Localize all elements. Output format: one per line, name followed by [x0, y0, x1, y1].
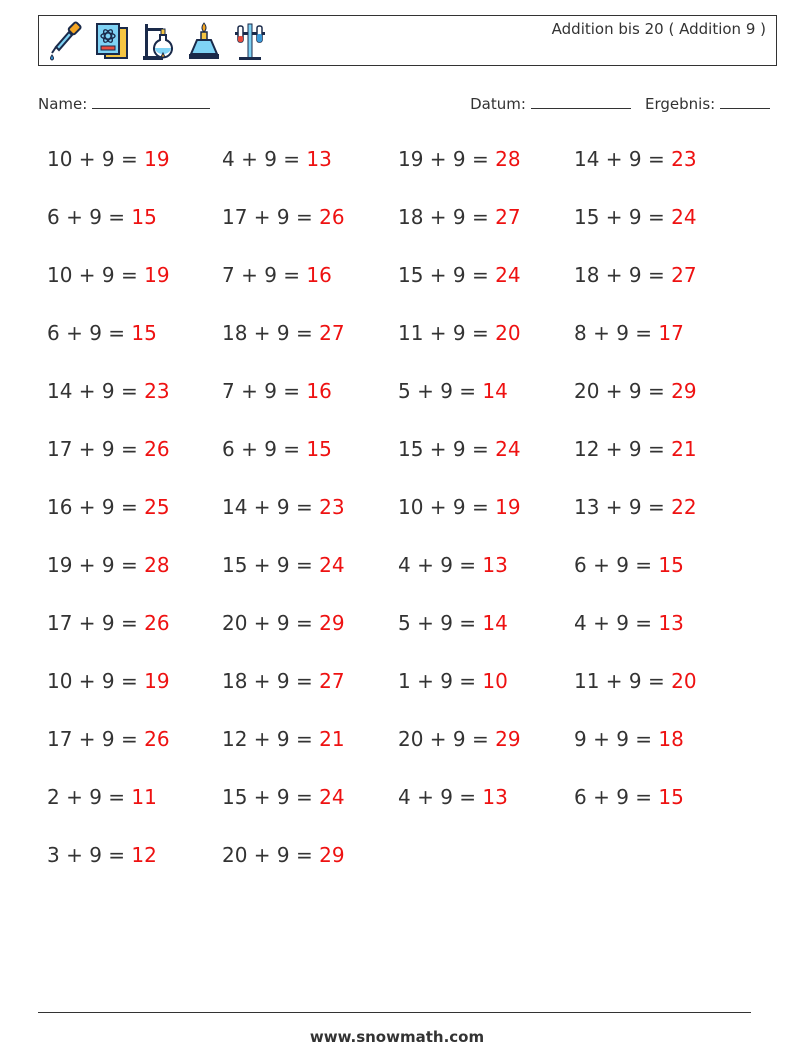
- problem-item: [47, 437, 170, 461]
- problem-question: 15 + 9 =: [398, 437, 489, 461]
- problem-answer: 24: [495, 437, 521, 461]
- problem-item: [47, 669, 170, 693]
- problem-answer: 28: [144, 553, 170, 577]
- problem-question: 6 + 9 =: [574, 785, 653, 809]
- problem-item: [47, 843, 157, 867]
- problem-item: [574, 611, 684, 635]
- problem-answer: 25: [144, 495, 170, 519]
- problem-answer: 19: [144, 147, 170, 171]
- problem-answer: 24: [671, 205, 697, 229]
- problem-item: [47, 263, 170, 287]
- science-book-icon: [93, 20, 131, 62]
- name-field: [38, 94, 210, 113]
- problem-question: 15 + 9 =: [398, 263, 489, 287]
- problem-answer: 29: [319, 611, 345, 635]
- problem-item: [47, 321, 157, 345]
- problem-item: [398, 611, 508, 635]
- date-score-fields: [470, 94, 770, 113]
- problem-question: 12 + 9 =: [574, 437, 665, 461]
- problem-item: [398, 437, 521, 461]
- problem-answer: 27: [319, 669, 345, 693]
- problem-item: [47, 553, 170, 577]
- problem-answer: 27: [495, 205, 521, 229]
- problem-item: [574, 147, 697, 171]
- problem-item: [574, 321, 684, 345]
- problem-question: 10 + 9 =: [47, 669, 138, 693]
- problem-item: [574, 263, 697, 287]
- problem-answer: 27: [319, 321, 345, 345]
- problem-question: 6 + 9 =: [47, 321, 126, 345]
- problem-item: [222, 321, 345, 345]
- problem-question: 3 + 9 =: [47, 843, 126, 867]
- problem-item: [47, 379, 170, 403]
- problem-answer: 15: [131, 205, 157, 229]
- problem-answer: 27: [671, 263, 697, 287]
- problem-item: [398, 379, 508, 403]
- problem-item: [222, 147, 332, 171]
- score-label: Ergebnis:: [645, 95, 716, 113]
- problem-item: [222, 669, 345, 693]
- problem-question: 6 + 9 =: [47, 205, 126, 229]
- problem-question: 5 + 9 =: [398, 379, 477, 403]
- problem-answer: 15: [131, 321, 157, 345]
- problem-question: 17 + 9 =: [222, 205, 313, 229]
- footer-divider: [38, 1012, 751, 1013]
- problem-answer: 29: [671, 379, 697, 403]
- problem-answer: 12: [131, 843, 157, 867]
- problem-item: [222, 263, 332, 287]
- bunsen-burner-icon: [185, 20, 223, 62]
- problem-question: 4 + 9 =: [222, 147, 301, 171]
- name-label: Name:: [38, 95, 88, 113]
- problem-question: 2 + 9 =: [47, 785, 126, 809]
- date-blank[interactable]: [531, 94, 631, 109]
- problem-item: [574, 379, 697, 403]
- problem-question: 20 + 9 =: [574, 379, 665, 403]
- ring-stand-flask-icon: [139, 20, 177, 62]
- problem-answer: 28: [495, 147, 521, 171]
- problem-item: [398, 205, 521, 229]
- problem-answer: 13: [482, 785, 508, 809]
- problem-question: 17 + 9 =: [47, 727, 138, 751]
- problem-answer: 17: [658, 321, 684, 345]
- problem-answer: 24: [319, 553, 345, 577]
- problem-question: 11 + 9 =: [574, 669, 665, 693]
- problem-answer: 14: [482, 379, 508, 403]
- worksheet-title: Addition bis 20 ( Addition 9 ): [551, 20, 766, 38]
- problem-item: [398, 147, 521, 171]
- problem-question: 4 + 9 =: [398, 553, 477, 577]
- problem-question: 18 + 9 =: [222, 321, 313, 345]
- problem-question: 17 + 9 =: [47, 437, 138, 461]
- problem-item: [398, 553, 508, 577]
- problem-question: 16 + 9 =: [47, 495, 138, 519]
- problem-item: [398, 785, 508, 809]
- problem-item: [222, 205, 345, 229]
- problem-item: [222, 379, 332, 403]
- problem-answer: 13: [306, 147, 332, 171]
- problem-answer: 19: [144, 669, 170, 693]
- problem-item: [222, 437, 332, 461]
- problem-question: 4 + 9 =: [574, 611, 653, 635]
- problem-answer: 11: [131, 785, 157, 809]
- problem-question: 14 + 9 =: [222, 495, 313, 519]
- problem-question: 15 + 9 =: [574, 205, 665, 229]
- problem-item: [398, 727, 521, 751]
- name-blank[interactable]: [92, 94, 210, 109]
- problem-item: [574, 205, 697, 229]
- footer-url: www.snowmath.com: [309, 1028, 485, 1046]
- problem-item: [222, 553, 345, 577]
- problem-item: [398, 263, 521, 287]
- problem-question: 4 + 9 =: [398, 785, 477, 809]
- problem-question: 15 + 9 =: [222, 553, 313, 577]
- problem-item: [574, 669, 697, 693]
- problem-item: [47, 147, 170, 171]
- problem-item: [47, 785, 157, 809]
- problem-answer: 24: [319, 785, 345, 809]
- problem-question: 17 + 9 =: [47, 611, 138, 635]
- problem-item: [222, 843, 345, 867]
- problem-item: [574, 437, 697, 461]
- problem-item: [222, 611, 345, 635]
- problem-question: 19 + 9 =: [47, 553, 138, 577]
- problem-answer: 15: [306, 437, 332, 461]
- problem-question: 12 + 9 =: [222, 727, 313, 751]
- problem-question: 10 + 9 =: [47, 263, 138, 287]
- problem-answer: 20: [495, 321, 521, 345]
- score-blank[interactable]: [720, 94, 770, 109]
- problem-question: 15 + 9 =: [222, 785, 313, 809]
- problem-item: [398, 669, 508, 693]
- problem-answer: 23: [319, 495, 345, 519]
- problem-item: [398, 495, 521, 519]
- problem-answer: 29: [319, 843, 345, 867]
- problem-answer: 19: [495, 495, 521, 519]
- dropper-icon: [47, 20, 85, 62]
- problem-answer: 16: [306, 379, 332, 403]
- problem-question: 6 + 9 =: [222, 437, 301, 461]
- problem-answer: 18: [658, 727, 684, 751]
- problem-question: 11 + 9 =: [398, 321, 489, 345]
- problem-item: [398, 321, 521, 345]
- problem-answer: 23: [671, 147, 697, 171]
- header-box: [38, 15, 777, 66]
- problem-item: [47, 205, 157, 229]
- problem-question: 5 + 9 =: [398, 611, 477, 635]
- problem-answer: 26: [144, 437, 170, 461]
- problem-question: 10 + 9 =: [398, 495, 489, 519]
- date-label: Datum:: [470, 95, 526, 113]
- problem-question: 13 + 9 =: [574, 495, 665, 519]
- problem-answer: 26: [319, 205, 345, 229]
- problem-item: [574, 727, 684, 751]
- problem-answer: 15: [658, 553, 684, 577]
- problem-question: 7 + 9 =: [222, 379, 301, 403]
- problem-item: [222, 785, 345, 809]
- problem-question: 18 + 9 =: [222, 669, 313, 693]
- problem-answer: 24: [495, 263, 521, 287]
- problem-answer: 26: [144, 611, 170, 635]
- problem-answer: 14: [482, 611, 508, 635]
- problem-answer: 16: [306, 263, 332, 287]
- problem-answer: 21: [319, 727, 345, 751]
- problem-answer: 22: [671, 495, 697, 519]
- problem-item: [222, 495, 345, 519]
- problem-item: [47, 611, 170, 635]
- problem-question: 20 + 9 =: [398, 727, 489, 751]
- problem-question: 10 + 9 =: [47, 147, 138, 171]
- problem-question: 9 + 9 =: [574, 727, 653, 751]
- problem-answer: 13: [658, 611, 684, 635]
- problem-question: 19 + 9 =: [398, 147, 489, 171]
- problem-question: 7 + 9 =: [222, 263, 301, 287]
- problem-question: 6 + 9 =: [574, 553, 653, 577]
- problem-item: [222, 727, 345, 751]
- header-icons: [47, 20, 269, 62]
- problem-item: [47, 727, 170, 751]
- problem-question: 18 + 9 =: [398, 205, 489, 229]
- problem-answer: 23: [144, 379, 170, 403]
- problem-answer: 29: [495, 727, 521, 751]
- problem-answer: 26: [144, 727, 170, 751]
- problem-item: [574, 785, 684, 809]
- problem-question: 20 + 9 =: [222, 611, 313, 635]
- problem-question: 18 + 9 =: [574, 263, 665, 287]
- problem-item: [574, 553, 684, 577]
- problem-question: 14 + 9 =: [574, 147, 665, 171]
- problem-answer: 13: [482, 553, 508, 577]
- problem-item: [47, 495, 170, 519]
- problem-answer: 20: [671, 669, 697, 693]
- problem-answer: 19: [144, 263, 170, 287]
- problem-item: [574, 495, 697, 519]
- problem-answer: 21: [671, 437, 697, 461]
- problem-question: 20 + 9 =: [222, 843, 313, 867]
- problem-question: 1 + 9 =: [398, 669, 477, 693]
- problem-answer: 15: [658, 785, 684, 809]
- problem-question: 8 + 9 =: [574, 321, 653, 345]
- problem-question: 14 + 9 =: [47, 379, 138, 403]
- test-tube-rack-icon: [231, 20, 269, 62]
- problem-answer: 10: [482, 669, 508, 693]
